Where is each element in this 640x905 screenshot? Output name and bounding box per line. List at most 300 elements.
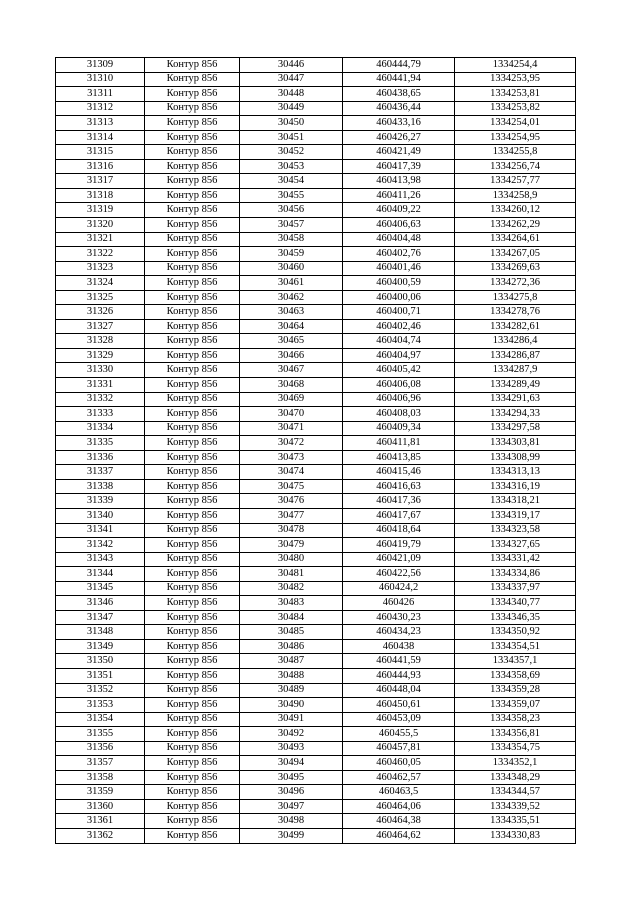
point-id-cell: 30454 <box>240 174 343 189</box>
point-number-cell: 31333 <box>56 407 145 422</box>
table-row <box>56 727 576 742</box>
point-id-cell: 30455 <box>240 188 343 203</box>
x-coordinate-cell: 460457,81 <box>343 741 455 756</box>
point-number-cell: 31319 <box>56 203 145 218</box>
point-id-cell: 30464 <box>240 319 343 334</box>
point-id-cell: 30466 <box>240 348 343 363</box>
table-row <box>56 756 576 771</box>
y-coordinate-cell: 1334253,81 <box>455 87 576 102</box>
contour-name-cell: Контур 856 <box>145 538 240 553</box>
contour-name-cell: Контур 856 <box>145 479 240 494</box>
y-coordinate-cell: 1334303,81 <box>455 436 576 451</box>
y-coordinate-cell: 1334334,86 <box>455 567 576 582</box>
point-id-cell: 30498 <box>240 814 343 829</box>
x-coordinate-cell: 460438,65 <box>343 87 455 102</box>
point-number-cell: 31313 <box>56 116 145 131</box>
point-id-cell: 30477 <box>240 508 343 523</box>
x-coordinate-cell: 460406,96 <box>343 392 455 407</box>
point-id-cell: 30460 <box>240 261 343 276</box>
point-id-cell: 30473 <box>240 450 343 465</box>
x-coordinate-cell: 460450,61 <box>343 698 455 713</box>
point-number-cell: 31311 <box>56 87 145 102</box>
point-number-cell: 31345 <box>56 581 145 596</box>
point-number-cell: 31324 <box>56 276 145 291</box>
contour-name-cell: Контур 856 <box>145 305 240 320</box>
point-id-cell: 30491 <box>240 712 343 727</box>
coordinates-table <box>55 57 576 844</box>
point-id-cell: 30463 <box>240 305 343 320</box>
contour-name-cell: Контур 856 <box>145 290 240 305</box>
x-coordinate-cell: 460421,09 <box>343 552 455 567</box>
point-number-cell: 31344 <box>56 567 145 582</box>
point-id-cell: 30458 <box>240 232 343 247</box>
point-id-cell: 30470 <box>240 407 343 422</box>
y-coordinate-cell: 1334260,12 <box>455 203 576 218</box>
contour-name-cell: Контур 856 <box>145 378 240 393</box>
y-coordinate-cell: 1334291,63 <box>455 392 576 407</box>
y-coordinate-cell: 1334318,21 <box>455 494 576 509</box>
point-number-cell: 31342 <box>56 538 145 553</box>
contour-name-cell: Контур 856 <box>145 348 240 363</box>
table-row <box>56 610 576 625</box>
point-number-cell: 31332 <box>56 392 145 407</box>
y-coordinate-cell: 1334267,05 <box>455 247 576 262</box>
contour-name-cell: Контур 856 <box>145 828 240 843</box>
y-coordinate-cell: 1334358,23 <box>455 712 576 727</box>
point-number-cell: 31362 <box>56 828 145 843</box>
point-id-cell: 30449 <box>240 101 343 116</box>
point-number-cell: 31318 <box>56 188 145 203</box>
y-coordinate-cell: 1334254,95 <box>455 130 576 145</box>
point-id-cell: 30457 <box>240 218 343 233</box>
x-coordinate-cell: 460413,85 <box>343 450 455 465</box>
table-row <box>56 116 576 131</box>
contour-name-cell: Контур 856 <box>145 319 240 334</box>
table-row <box>56 712 576 727</box>
table-row <box>56 567 576 582</box>
y-coordinate-cell: 1334346,35 <box>455 610 576 625</box>
contour-name-cell: Контур 856 <box>145 436 240 451</box>
contour-name-cell: Контур 856 <box>145 785 240 800</box>
table-row <box>56 363 576 378</box>
table-row <box>56 203 576 218</box>
point-id-cell: 30483 <box>240 596 343 611</box>
table-row <box>56 392 576 407</box>
x-coordinate-cell: 460416,63 <box>343 479 455 494</box>
y-coordinate-cell: 1334254,4 <box>455 58 576 73</box>
y-coordinate-cell: 1334253,82 <box>455 101 576 116</box>
y-coordinate-cell: 1334286,87 <box>455 348 576 363</box>
x-coordinate-cell: 460464,06 <box>343 799 455 814</box>
x-coordinate-cell: 460438 <box>343 639 455 654</box>
table-row <box>56 159 576 174</box>
x-coordinate-cell: 460406,63 <box>343 218 455 233</box>
x-coordinate-cell: 460400,06 <box>343 290 455 305</box>
contour-name-cell: Контур 856 <box>145 814 240 829</box>
point-number-cell: 31325 <box>56 290 145 305</box>
point-id-cell: 30451 <box>240 130 343 145</box>
y-coordinate-cell: 1334294,33 <box>455 407 576 422</box>
contour-name-cell: Контур 856 <box>145 116 240 131</box>
y-coordinate-cell: 1334287,9 <box>455 363 576 378</box>
point-number-cell: 31321 <box>56 232 145 247</box>
point-id-cell: 30453 <box>240 159 343 174</box>
point-number-cell: 31361 <box>56 814 145 829</box>
point-id-cell: 30478 <box>240 523 343 538</box>
x-coordinate-cell: 460402,46 <box>343 319 455 334</box>
point-id-cell: 30489 <box>240 683 343 698</box>
table-row <box>56 378 576 393</box>
y-coordinate-cell: 1334297,58 <box>455 421 576 436</box>
point-id-cell: 30468 <box>240 378 343 393</box>
x-coordinate-cell: 460419,79 <box>343 538 455 553</box>
point-id-cell: 30496 <box>240 785 343 800</box>
point-id-cell: 30446 <box>240 58 343 73</box>
coordinates-table-body <box>56 58 576 844</box>
x-coordinate-cell: 460464,62 <box>343 828 455 843</box>
point-number-cell: 31323 <box>56 261 145 276</box>
x-coordinate-cell: 460411,81 <box>343 436 455 451</box>
table-row <box>56 639 576 654</box>
x-coordinate-cell: 460455,5 <box>343 727 455 742</box>
y-coordinate-cell: 1334340,77 <box>455 596 576 611</box>
y-coordinate-cell: 1334356,81 <box>455 727 576 742</box>
table-row <box>56 741 576 756</box>
contour-name-cell: Контур 856 <box>145 567 240 582</box>
y-coordinate-cell: 1334308,99 <box>455 450 576 465</box>
table-row <box>56 247 576 262</box>
y-coordinate-cell: 1334344,57 <box>455 785 576 800</box>
table-row <box>56 174 576 189</box>
point-number-cell: 31337 <box>56 465 145 480</box>
point-number-cell: 31336 <box>56 450 145 465</box>
x-coordinate-cell: 460441,59 <box>343 654 455 669</box>
contour-name-cell: Контур 856 <box>145 756 240 771</box>
contour-name-cell: Контур 856 <box>145 523 240 538</box>
contour-name-cell: Контур 856 <box>145 392 240 407</box>
point-id-cell: 30487 <box>240 654 343 669</box>
contour-name-cell: Контур 856 <box>145 363 240 378</box>
x-coordinate-cell: 460409,34 <box>343 421 455 436</box>
contour-name-cell: Контур 856 <box>145 261 240 276</box>
y-coordinate-cell: 1334357,1 <box>455 654 576 669</box>
y-coordinate-cell: 1334319,17 <box>455 508 576 523</box>
table-row <box>56 814 576 829</box>
point-id-cell: 30461 <box>240 276 343 291</box>
x-coordinate-cell: 460418,64 <box>343 523 455 538</box>
x-coordinate-cell: 460417,36 <box>343 494 455 509</box>
table-row <box>56 625 576 640</box>
point-id-cell: 30492 <box>240 727 343 742</box>
table-row <box>56 218 576 233</box>
x-coordinate-cell: 460463,5 <box>343 785 455 800</box>
point-number-cell: 31350 <box>56 654 145 669</box>
y-coordinate-cell: 1334254,01 <box>455 116 576 131</box>
contour-name-cell: Контур 856 <box>145 727 240 742</box>
x-coordinate-cell: 460404,74 <box>343 334 455 349</box>
point-id-cell: 30499 <box>240 828 343 843</box>
point-id-cell: 30462 <box>240 290 343 305</box>
point-number-cell: 31331 <box>56 378 145 393</box>
point-id-cell: 30476 <box>240 494 343 509</box>
point-number-cell: 31360 <box>56 799 145 814</box>
contour-name-cell: Контур 856 <box>145 639 240 654</box>
point-id-cell: 30459 <box>240 247 343 262</box>
point-number-cell: 31353 <box>56 698 145 713</box>
point-id-cell: 30494 <box>240 756 343 771</box>
point-number-cell: 31348 <box>56 625 145 640</box>
y-coordinate-cell: 1334337,97 <box>455 581 576 596</box>
x-coordinate-cell: 460462,57 <box>343 770 455 785</box>
x-coordinate-cell: 460411,26 <box>343 188 455 203</box>
y-coordinate-cell: 1334359,28 <box>455 683 576 698</box>
x-coordinate-cell: 460424,2 <box>343 581 455 596</box>
contour-name-cell: Контур 856 <box>145 145 240 160</box>
table-row <box>56 58 576 73</box>
contour-name-cell: Контур 856 <box>145 494 240 509</box>
point-id-cell: 30481 <box>240 567 343 582</box>
point-id-cell: 30472 <box>240 436 343 451</box>
point-number-cell: 31354 <box>56 712 145 727</box>
contour-name-cell: Контур 856 <box>145 668 240 683</box>
point-number-cell: 31320 <box>56 218 145 233</box>
x-coordinate-cell: 460453,09 <box>343 712 455 727</box>
point-id-cell: 30469 <box>240 392 343 407</box>
point-number-cell: 31340 <box>56 508 145 523</box>
point-number-cell: 31339 <box>56 494 145 509</box>
contour-name-cell: Контур 856 <box>145 770 240 785</box>
point-number-cell: 31357 <box>56 756 145 771</box>
contour-name-cell: Контур 856 <box>145 247 240 262</box>
y-coordinate-cell: 1334352,1 <box>455 756 576 771</box>
point-id-cell: 30495 <box>240 770 343 785</box>
table-row <box>56 232 576 247</box>
contour-name-cell: Контур 856 <box>145 130 240 145</box>
table-row <box>56 101 576 116</box>
table-row <box>56 596 576 611</box>
x-coordinate-cell: 460408,03 <box>343 407 455 422</box>
point-number-cell: 31346 <box>56 596 145 611</box>
table-row <box>56 261 576 276</box>
x-coordinate-cell: 460415,46 <box>343 465 455 480</box>
point-number-cell: 31330 <box>56 363 145 378</box>
y-coordinate-cell: 1334253,95 <box>455 72 576 87</box>
point-number-cell: 31309 <box>56 58 145 73</box>
table-row <box>56 421 576 436</box>
point-number-cell: 31316 <box>56 159 145 174</box>
contour-name-cell: Контур 856 <box>145 712 240 727</box>
y-coordinate-cell: 1334289,49 <box>455 378 576 393</box>
x-coordinate-cell: 460430,23 <box>343 610 455 625</box>
contour-name-cell: Контур 856 <box>145 159 240 174</box>
y-coordinate-cell: 1334359,07 <box>455 698 576 713</box>
y-coordinate-cell: 1334354,51 <box>455 639 576 654</box>
x-coordinate-cell: 460413,98 <box>343 174 455 189</box>
table-row <box>56 436 576 451</box>
table-row <box>56 334 576 349</box>
table-row <box>56 683 576 698</box>
table-row <box>56 828 576 843</box>
x-coordinate-cell: 460400,59 <box>343 276 455 291</box>
y-coordinate-cell: 1334339,52 <box>455 799 576 814</box>
x-coordinate-cell: 460409,22 <box>343 203 455 218</box>
point-number-cell: 31351 <box>56 668 145 683</box>
table-row <box>56 87 576 102</box>
point-id-cell: 30485 <box>240 625 343 640</box>
contour-name-cell: Контур 856 <box>145 581 240 596</box>
point-id-cell: 30486 <box>240 639 343 654</box>
point-number-cell: 31328 <box>56 334 145 349</box>
table-row <box>56 581 576 596</box>
y-coordinate-cell: 1334358,69 <box>455 668 576 683</box>
x-coordinate-cell: 460421,49 <box>343 145 455 160</box>
contour-name-cell: Контур 856 <box>145 741 240 756</box>
point-id-cell: 30480 <box>240 552 343 567</box>
table-row <box>56 465 576 480</box>
y-coordinate-cell: 1334323,58 <box>455 523 576 538</box>
table-row <box>56 494 576 509</box>
contour-name-cell: Контур 856 <box>145 421 240 436</box>
x-coordinate-cell: 460406,08 <box>343 378 455 393</box>
y-coordinate-cell: 1334258,9 <box>455 188 576 203</box>
table-row <box>56 348 576 363</box>
point-number-cell: 31352 <box>56 683 145 698</box>
y-coordinate-cell: 1334264,61 <box>455 232 576 247</box>
table-row <box>56 188 576 203</box>
contour-name-cell: Контур 856 <box>145 654 240 669</box>
point-number-cell: 31338 <box>56 479 145 494</box>
x-coordinate-cell: 460417,67 <box>343 508 455 523</box>
point-number-cell: 31326 <box>56 305 145 320</box>
table-row <box>56 479 576 494</box>
x-coordinate-cell: 460426 <box>343 596 455 611</box>
contour-name-cell: Контур 856 <box>145 552 240 567</box>
point-id-cell: 30490 <box>240 698 343 713</box>
y-coordinate-cell: 1334331,42 <box>455 552 576 567</box>
table-row <box>56 698 576 713</box>
y-coordinate-cell: 1334255,8 <box>455 145 576 160</box>
contour-name-cell: Контур 856 <box>145 465 240 480</box>
x-coordinate-cell: 460401,46 <box>343 261 455 276</box>
point-id-cell: 30493 <box>240 741 343 756</box>
y-coordinate-cell: 1334327,65 <box>455 538 576 553</box>
table-row <box>56 407 576 422</box>
point-number-cell: 31359 <box>56 785 145 800</box>
table-row <box>56 668 576 683</box>
y-coordinate-cell: 1334335,51 <box>455 814 576 829</box>
contour-name-cell: Контур 856 <box>145 188 240 203</box>
point-id-cell: 30456 <box>240 203 343 218</box>
x-coordinate-cell: 460433,16 <box>343 116 455 131</box>
table-row <box>56 785 576 800</box>
point-number-cell: 31327 <box>56 319 145 334</box>
table-row <box>56 276 576 291</box>
contour-name-cell: Контур 856 <box>145 58 240 73</box>
point-id-cell: 30479 <box>240 538 343 553</box>
contour-name-cell: Контур 856 <box>145 683 240 698</box>
table-row <box>56 319 576 334</box>
contour-name-cell: Контур 856 <box>145 87 240 102</box>
y-coordinate-cell: 1334262,29 <box>455 218 576 233</box>
point-number-cell: 31356 <box>56 741 145 756</box>
x-coordinate-cell: 460444,79 <box>343 58 455 73</box>
y-coordinate-cell: 1334350,92 <box>455 625 576 640</box>
point-number-cell: 31341 <box>56 523 145 538</box>
x-coordinate-cell: 460402,76 <box>343 247 455 262</box>
y-coordinate-cell: 1334278,76 <box>455 305 576 320</box>
contour-name-cell: Контур 856 <box>145 799 240 814</box>
x-coordinate-cell: 460460,05 <box>343 756 455 771</box>
contour-name-cell: Контур 856 <box>145 450 240 465</box>
table-row <box>56 130 576 145</box>
point-id-cell: 30450 <box>240 116 343 131</box>
table-row <box>56 145 576 160</box>
point-number-cell: 31312 <box>56 101 145 116</box>
contour-name-cell: Контур 856 <box>145 72 240 87</box>
contour-name-cell: Контур 856 <box>145 698 240 713</box>
point-number-cell: 31355 <box>56 727 145 742</box>
y-coordinate-cell: 1334257,77 <box>455 174 576 189</box>
x-coordinate-cell: 460404,97 <box>343 348 455 363</box>
y-coordinate-cell: 1334316,19 <box>455 479 576 494</box>
contour-name-cell: Контур 856 <box>145 101 240 116</box>
contour-name-cell: Контур 856 <box>145 407 240 422</box>
table-row <box>56 770 576 785</box>
y-coordinate-cell: 1334354,75 <box>455 741 576 756</box>
point-number-cell: 31315 <box>56 145 145 160</box>
point-id-cell: 30447 <box>240 72 343 87</box>
contour-name-cell: Контур 856 <box>145 596 240 611</box>
point-id-cell: 30488 <box>240 668 343 683</box>
table-row <box>56 305 576 320</box>
point-number-cell: 31358 <box>56 770 145 785</box>
point-id-cell: 30484 <box>240 610 343 625</box>
point-id-cell: 30465 <box>240 334 343 349</box>
x-coordinate-cell: 460404,48 <box>343 232 455 247</box>
x-coordinate-cell: 460436,44 <box>343 101 455 116</box>
point-id-cell: 30452 <box>240 145 343 160</box>
contour-name-cell: Контур 856 <box>145 174 240 189</box>
y-coordinate-cell: 1334330,83 <box>455 828 576 843</box>
contour-name-cell: Контур 856 <box>145 625 240 640</box>
point-number-cell: 31349 <box>56 639 145 654</box>
y-coordinate-cell: 1334275,8 <box>455 290 576 305</box>
point-id-cell: 30482 <box>240 581 343 596</box>
contour-name-cell: Контур 856 <box>145 334 240 349</box>
point-number-cell: 31335 <box>56 436 145 451</box>
point-id-cell: 30497 <box>240 799 343 814</box>
point-number-cell: 31334 <box>56 421 145 436</box>
y-coordinate-cell: 1334269,63 <box>455 261 576 276</box>
table-row <box>56 508 576 523</box>
contour-name-cell: Контур 856 <box>145 232 240 247</box>
point-id-cell: 30448 <box>240 87 343 102</box>
point-id-cell: 30471 <box>240 421 343 436</box>
point-number-cell: 31347 <box>56 610 145 625</box>
x-coordinate-cell: 460444,93 <box>343 668 455 683</box>
point-id-cell: 30467 <box>240 363 343 378</box>
table-row <box>56 552 576 567</box>
y-coordinate-cell: 1334313,13 <box>455 465 576 480</box>
contour-name-cell: Контур 856 <box>145 508 240 523</box>
contour-name-cell: Контур 856 <box>145 218 240 233</box>
table-row <box>56 538 576 553</box>
table-row <box>56 290 576 305</box>
table-row <box>56 72 576 87</box>
point-number-cell: 31322 <box>56 247 145 262</box>
contour-name-cell: Контур 856 <box>145 610 240 625</box>
x-coordinate-cell: 460426,27 <box>343 130 455 145</box>
